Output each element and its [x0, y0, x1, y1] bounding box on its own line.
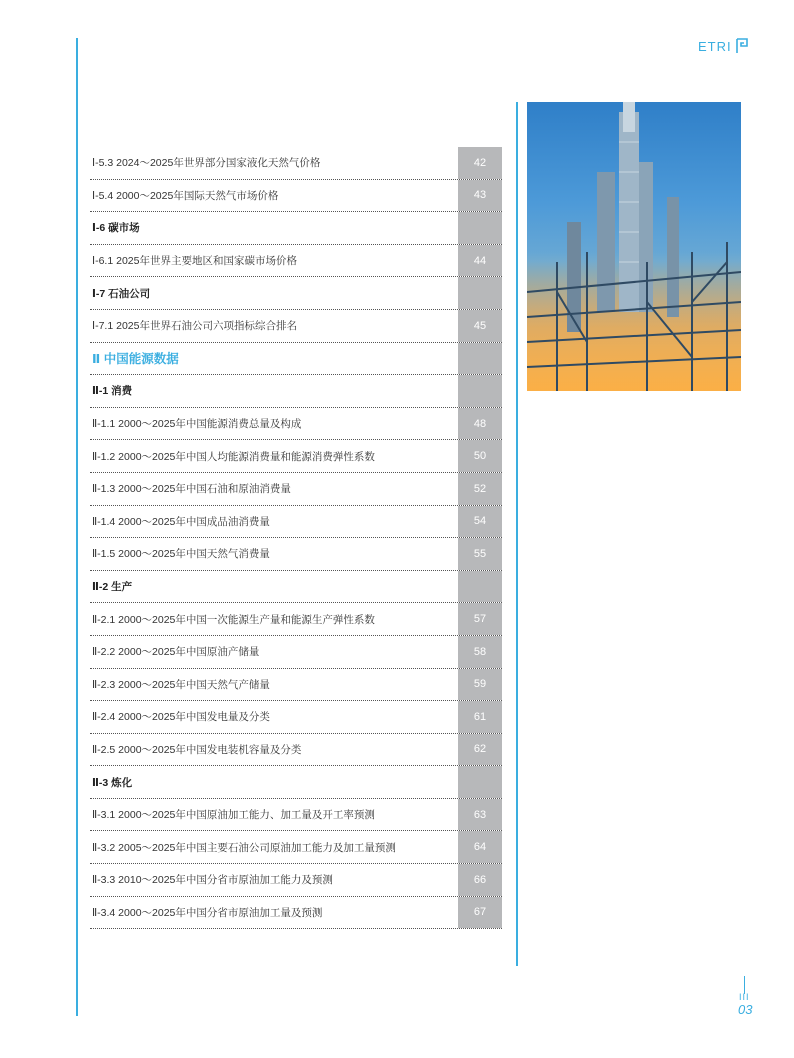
toc-page-number: 61	[458, 701, 502, 733]
toc-row[interactable]	[90, 147, 502, 180]
toc-page-number: 55	[458, 538, 502, 570]
toc-chapter-label: Ⅱ 中国能源数据	[92, 352, 179, 367]
toc-item-label: Ⅱ-3.4 2000～2025年中国分省市原油加工量及预测	[92, 906, 323, 919]
toc-page-number: 58	[458, 636, 502, 668]
toc-page-number: 43	[458, 180, 502, 212]
toc-page-number: 63	[458, 799, 502, 831]
toc-row[interactable]	[90, 343, 502, 376]
toc-row[interactable]	[90, 277, 502, 310]
toc-item-label: Ⅱ-1.4 2000～2025年中国成品油消费量	[92, 515, 270, 528]
toc-item-label: Ⅱ-2.1 2000～2025年中国一次能源生产量和能源生产弹性系数	[92, 613, 375, 626]
toc-row[interactable]	[90, 375, 502, 408]
toc-page-number: 42	[458, 147, 502, 179]
toc-item-label: Ⅱ-2.3 2000～2025年中国天然气产储量	[92, 678, 270, 691]
toc-row[interactable]	[90, 603, 502, 636]
middle-accent-line	[516, 102, 518, 966]
toc-row[interactable]	[90, 701, 502, 734]
toc-section-label: Ⅰ-7 石油公司	[92, 287, 151, 300]
toc-item-label: Ⅱ-2.2 2000～2025年中国原油产储量	[92, 646, 260, 659]
toc-item-label: Ⅰ-7.1 2025年世界石油公司六项指标综合排名	[92, 320, 297, 333]
toc-page-number: 57	[458, 603, 502, 635]
toc-item-label: Ⅰ-6.1 2025年世界主要地区和国家碳市场价格	[92, 255, 297, 268]
toc-row[interactable]	[90, 245, 502, 278]
page-mark: III	[739, 992, 750, 1002]
toc-item-label: Ⅱ-2.5 2000～2025年中国发电装机容量及分类	[92, 743, 302, 756]
toc-page-number: 44	[458, 245, 502, 277]
toc-row[interactable]	[90, 473, 502, 506]
toc-row[interactable]	[90, 897, 502, 930]
toc-row[interactable]	[90, 766, 502, 799]
toc-row[interactable]	[90, 538, 502, 571]
brand-logo-icon	[736, 38, 748, 54]
toc-page-number: 52	[458, 473, 502, 505]
toc-item-label: Ⅱ-1.1 2000～2025年中国能源消费总量及构成	[92, 418, 302, 431]
toc-row[interactable]	[90, 831, 502, 864]
table-of-contents	[90, 147, 502, 929]
toc-item-label: Ⅱ-3.2 2005～2025年中国主要石油公司原油加工能力及加工量预测	[92, 841, 396, 854]
toc-page-number: 48	[458, 408, 502, 440]
page-number: 03	[738, 1002, 753, 1017]
toc-page-number: 54	[458, 506, 502, 538]
toc-row[interactable]	[90, 212, 502, 245]
refinery-photo	[527, 102, 741, 391]
toc-page-number	[458, 277, 502, 309]
toc-page-number	[458, 571, 502, 603]
toc-page-number: 67	[458, 897, 502, 929]
left-accent-line	[76, 38, 78, 1016]
toc-row[interactable]	[90, 310, 502, 343]
toc-row[interactable]	[90, 799, 502, 832]
toc-page-number	[458, 766, 502, 798]
toc-row[interactable]	[90, 408, 502, 441]
toc-page-number: 64	[458, 831, 502, 863]
toc-row[interactable]	[90, 864, 502, 897]
toc-page-number	[458, 343, 502, 375]
toc-page-number: 59	[458, 669, 502, 701]
toc-item-label: Ⅱ-1.2 2000～2025年中国人均能源消费量和能源消费弹性系数	[92, 450, 375, 463]
toc-item-label: Ⅱ-1.3 2000～2025年中国石油和原油消费量	[92, 483, 291, 496]
toc-section-label: Ⅰ-6 碳市场	[92, 222, 140, 235]
toc-row[interactable]	[90, 506, 502, 539]
toc-section-label: Ⅱ-3 炼化	[92, 776, 133, 789]
toc-item-label: Ⅱ-3.1 2000～2025年中国原油加工能力、加工量及开工率预测	[92, 809, 375, 822]
toc-item-label: Ⅱ-2.4 2000～2025年中国发电量及分类	[92, 711, 270, 724]
toc-item-label: Ⅱ-1.5 2000～2025年中国天然气消费量	[92, 548, 270, 561]
toc-page-number: 50	[458, 440, 502, 472]
toc-row[interactable]	[90, 669, 502, 702]
toc-page-number: 62	[458, 734, 502, 766]
toc-page-number: 45	[458, 310, 502, 342]
brand-header	[698, 36, 748, 56]
brand-name: ETRI	[698, 38, 732, 54]
toc-row[interactable]	[90, 440, 502, 473]
toc-row[interactable]	[90, 571, 502, 604]
toc-row[interactable]	[90, 636, 502, 669]
toc-page-number	[458, 212, 502, 244]
toc-section-label: Ⅱ-1 消费	[92, 385, 133, 398]
toc-item-label: Ⅰ-5.4 2000～2025年国际天然气市场价格	[92, 189, 279, 202]
toc-section-label: Ⅱ-2 生产	[92, 581, 133, 594]
toc-page-number: 66	[458, 864, 502, 896]
toc-item-label: Ⅰ-5.3 2024～2025年世界部分国家液化天然气价格	[92, 157, 321, 170]
toc-row[interactable]	[90, 734, 502, 767]
toc-row[interactable]	[90, 180, 502, 213]
toc-page-number	[458, 375, 502, 407]
toc-item-label: Ⅱ-3.3 2010～2025年中国分省市原油加工能力及预测	[92, 874, 333, 887]
